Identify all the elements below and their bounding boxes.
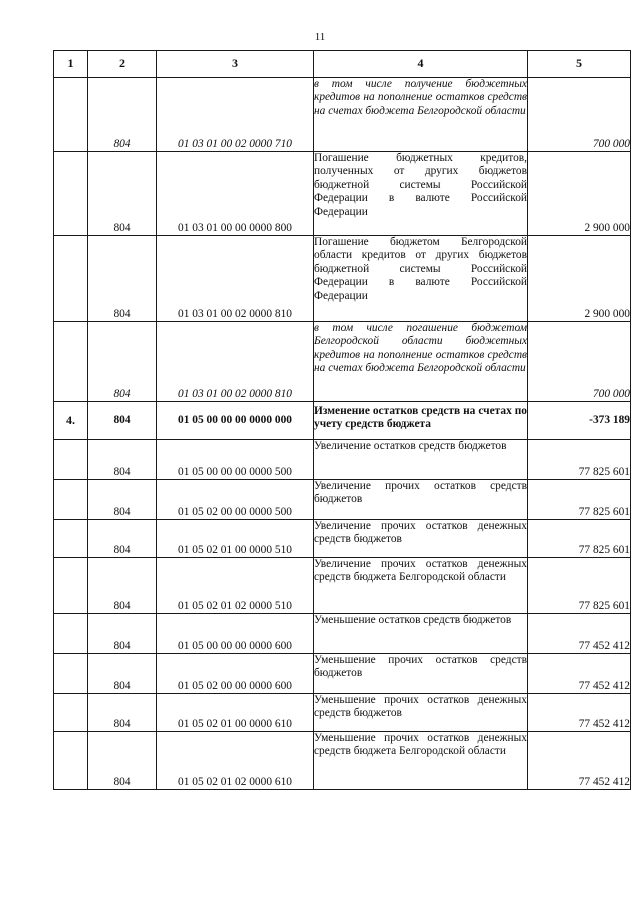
amount-cell: 77 452 412: [528, 732, 631, 790]
table-row: [54, 654, 631, 694]
table-row: [54, 322, 631, 402]
amount-cell: 77 825 601: [528, 440, 631, 480]
amount-cell: 700 000: [528, 322, 631, 402]
table-row: [54, 480, 631, 520]
table-body: [54, 78, 631, 790]
admin-code-cell: 804: [88, 694, 157, 732]
admin-code-cell: 804: [88, 614, 157, 654]
row-number-cell: [54, 440, 88, 480]
description-cell: Увеличение остатков средств бюджетов: [314, 440, 528, 480]
admin-code-cell: 804: [88, 402, 157, 440]
admin-code-cell: 804: [88, 558, 157, 614]
description-cell: Изменение остатков средств на счетах по учету средств бюджета: [314, 402, 528, 440]
header-col-3: 3: [157, 51, 314, 78]
description-cell: Увеличение прочих остатков денежных средств бюджетов: [314, 520, 528, 558]
admin-code-cell: 804: [88, 78, 157, 152]
budget-code-cell: 01 05 02 00 00 0000 600: [157, 654, 314, 694]
table-header-row: [54, 51, 631, 78]
amount-cell: 77 452 412: [528, 614, 631, 654]
description-cell: Увеличение прочих остатков средств бюджетов: [314, 480, 528, 520]
budget-code-cell: 01 03 01 00 02 0000 810: [157, 236, 314, 322]
description-cell: в том числе погашение бюджетом Белгородской области бюджетных кредитов на пополнение остатков средств на счетах бюджета Белгородской области: [314, 322, 528, 402]
table-row: [54, 236, 631, 322]
description-cell: Уменьшение прочих остатков средств бюджетов: [314, 654, 528, 694]
row-number-cell: 4.: [54, 402, 88, 440]
budget-code-cell: 01 03 01 00 02 0000 710: [157, 78, 314, 152]
row-number-cell: [54, 322, 88, 402]
table-row: [54, 78, 631, 152]
row-number-cell: [54, 732, 88, 790]
table-row: [54, 402, 631, 440]
row-number-cell: [54, 694, 88, 732]
budget-code-cell: 01 05 00 00 00 0000 600: [157, 614, 314, 654]
admin-code-cell: 804: [88, 732, 157, 790]
row-number-cell: [54, 78, 88, 152]
header-col-1: 1: [54, 51, 88, 78]
table-row: [54, 152, 631, 236]
amount-cell: 77 825 601: [528, 480, 631, 520]
description-cell: Погашение бюджетом Белгородской области кредитов от других бюджетов бюджетной системы Российской Федерации в валюте Российской Федерации: [314, 236, 528, 322]
budget-sources-table: [53, 50, 631, 790]
row-number-cell: [54, 558, 88, 614]
row-number-cell: [54, 236, 88, 322]
budget-code-cell: 01 05 00 00 00 0000 500: [157, 440, 314, 480]
amount-cell: 2 900 000: [528, 152, 631, 236]
budget-code-cell: 01 05 00 00 00 0000 000: [157, 402, 314, 440]
amount-cell: 77 452 412: [528, 654, 631, 694]
budget-code-cell: 01 05 02 01 00 0000 510: [157, 520, 314, 558]
table-row: [54, 558, 631, 614]
page-number: 11: [314, 31, 326, 43]
amount-cell: 2 900 000: [528, 236, 631, 322]
admin-code-cell: 804: [88, 440, 157, 480]
header-col-4: 4: [314, 51, 528, 78]
amount-cell: 77 825 601: [528, 558, 631, 614]
table-row: [54, 520, 631, 558]
table-row: [54, 694, 631, 732]
table-row: [54, 614, 631, 654]
budget-code-cell: 01 05 02 01 02 0000 610: [157, 732, 314, 790]
row-number-cell: [54, 614, 88, 654]
row-number-cell: [54, 152, 88, 236]
table-row: [54, 440, 631, 480]
row-number-cell: [54, 520, 88, 558]
amount-cell: 700 000: [528, 78, 631, 152]
admin-code-cell: 804: [88, 322, 157, 402]
admin-code-cell: 804: [88, 480, 157, 520]
admin-code-cell: 804: [88, 520, 157, 558]
admin-code-cell: 804: [88, 152, 157, 236]
admin-code-cell: 804: [88, 236, 157, 322]
budget-code-cell: 01 03 01 00 00 0000 800: [157, 152, 314, 236]
header-col-2: 2: [88, 51, 157, 78]
description-cell: Уменьшение прочих остатков денежных средств бюджетов: [314, 694, 528, 732]
row-number-cell: [54, 480, 88, 520]
budget-code-cell: 01 05 02 01 02 0000 510: [157, 558, 314, 614]
admin-code-cell: 804: [88, 654, 157, 694]
amount-cell: 77 452 412: [528, 694, 631, 732]
description-cell: Уменьшение прочих остатков денежных средств бюджета Белгородской области: [314, 732, 528, 790]
budget-code-cell: 01 05 02 01 00 0000 610: [157, 694, 314, 732]
description-cell: Погашение бюджетных кредитов, полученных от других бюджетов бюджетной системы Российской Федерации в валюте Российской Федерации: [314, 152, 528, 236]
table-row: [54, 732, 631, 790]
budget-code-cell: 01 05 02 00 00 0000 500: [157, 480, 314, 520]
budget-code-cell: 01 03 01 00 02 0000 810: [157, 322, 314, 402]
description-cell: Уменьшение остатков средств бюджетов: [314, 614, 528, 654]
description-cell: Увеличение прочих остатков денежных средств бюджета Белгородской области: [314, 558, 528, 614]
amount-cell: 77 825 601: [528, 520, 631, 558]
row-number-cell: [54, 654, 88, 694]
description-cell: в том числе получение бюджетных кредитов на пополнение остатков средств на счетах бюджета Белгородской области: [314, 78, 528, 152]
amount-cell: -373 189: [528, 402, 631, 440]
header-col-5: 5: [528, 51, 631, 78]
